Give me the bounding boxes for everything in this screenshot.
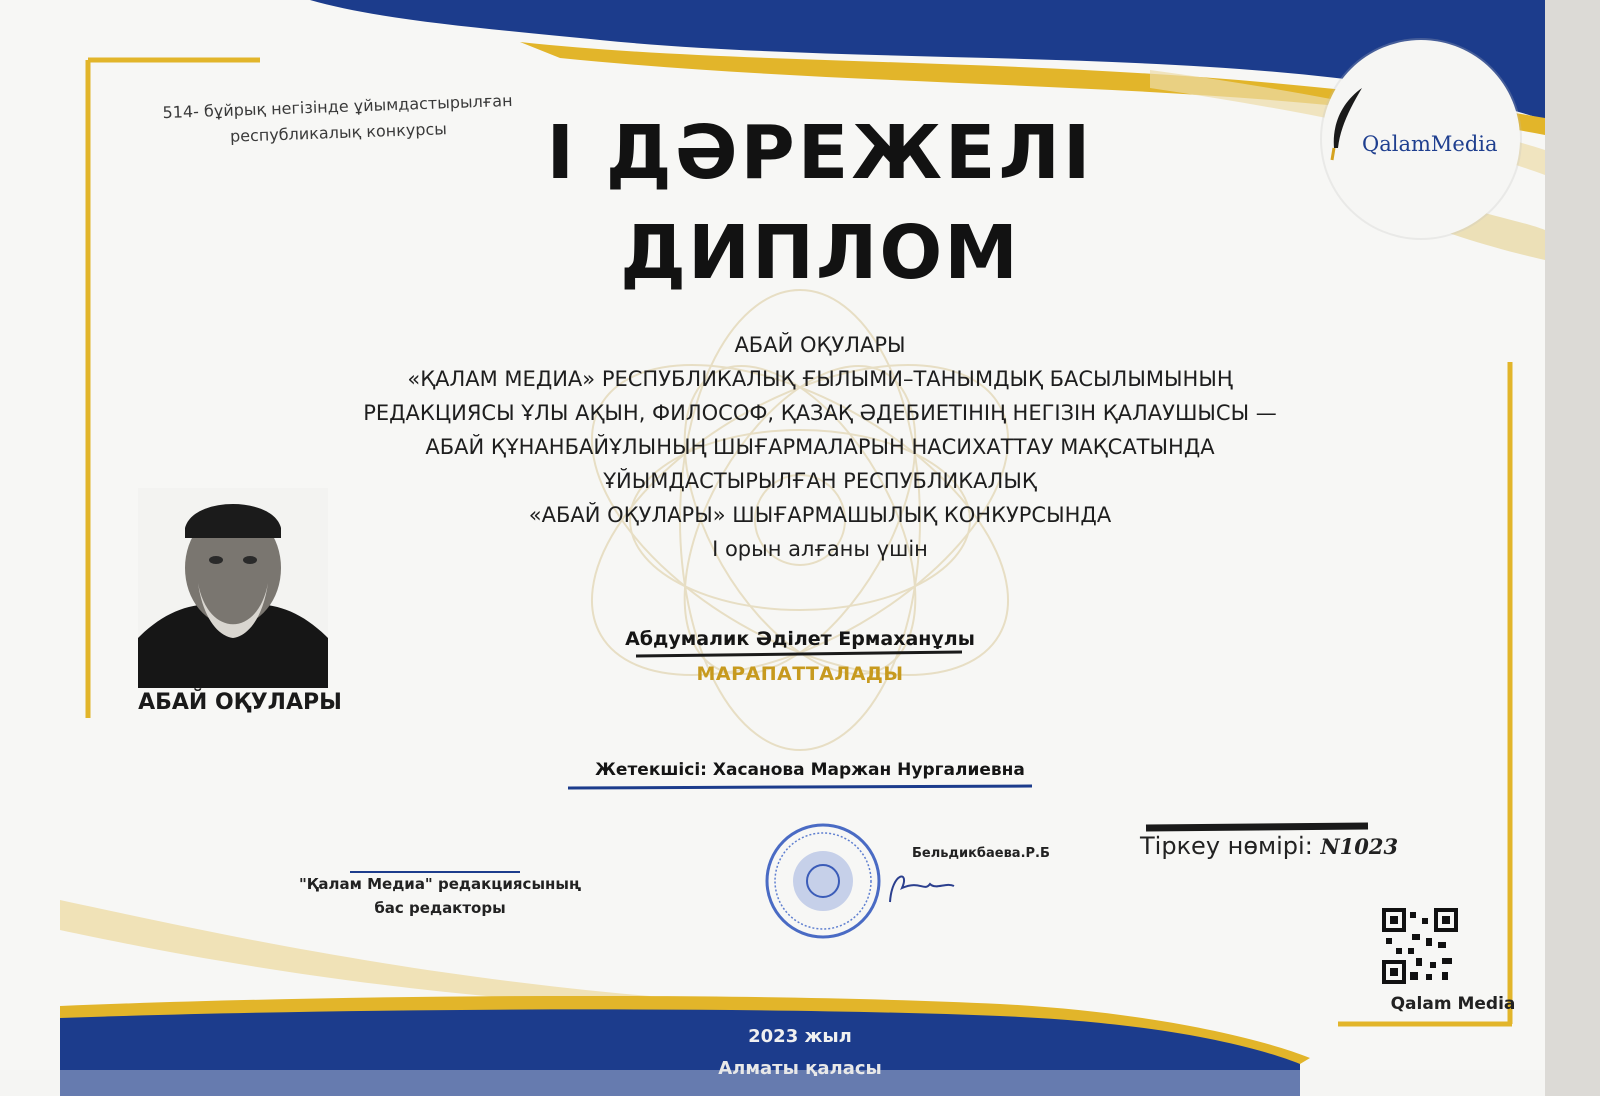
official-seal — [764, 822, 882, 940]
paper-edge — [1545, 0, 1600, 1096]
citation-line: АБАЙ ҚҰНАНБАЙҰЛЫНЫҢ ШЫҒАРМАЛАРЫН НАСИХАТТАУ МАҚСАТЫНДА — [425, 435, 1215, 459]
awarded-label: МАРАПАТТАЛАДЫ — [696, 663, 904, 685]
registration-number — [1140, 832, 1398, 860]
qr-code — [1382, 908, 1458, 984]
citation-text — [270, 328, 1370, 566]
footer-year: 2023 жыл — [748, 1026, 852, 1047]
editor-line-2: бас редакторы — [374, 899, 506, 917]
qr-label: Qalam Media — [1390, 994, 1516, 1014]
citation-line: І орын алғаны үшін — [712, 537, 928, 561]
citation-line: «ҚАЛАМ МЕДИА» РЕСПУБЛИКАЛЫҚ ҒЫЛЫМИ–ТАНЫМДЫҚ БАСЫЛЫМЫНЫҢ — [407, 367, 1233, 391]
editor-line-1: "Қалам Медиа" редакциясының — [298, 875, 582, 893]
recipient-name: Абдумалик Әділет Ермаханұлы — [625, 628, 975, 650]
abai-portrait — [138, 488, 328, 688]
registration-value: N1023 — [1320, 834, 1399, 859]
citation-line: РЕДАКЦИЯСЫ ҰЛЫ АҚЫН, ФИЛОСОФ, ҚАЗАҚ ӘДЕБИЕТІНІҢ НЕГІЗІН ҚАЛАУШЫСЫ — — [363, 401, 1277, 425]
chief-editor-title — [270, 872, 610, 920]
issuer-line-1: 514- бұйрық негізінде ұйымдастырылған — [162, 90, 513, 123]
registration-label: Тіркеу нөмірі: — [1140, 832, 1313, 860]
portrait-caption: АБАЙ ОҚУЛАРЫ — [138, 690, 342, 715]
supervisor-line: Жетекшісі: Хасанова Маржан Нургалиевна — [595, 760, 1025, 780]
issuer-line-2: республикалық конкурсы — [229, 119, 448, 146]
signer-name: Бельдикбаева.Р.Б — [912, 846, 1050, 861]
citation-line: ҰЙЫМДАСТЫРЫЛҒАН РЕСПУБЛИКАЛЫҚ — [603, 469, 1037, 493]
signature — [880, 862, 960, 912]
citation-line: АБАЙ ОҚУЛАРЫ — [734, 333, 906, 357]
diploma-title: ДИПЛОМ — [620, 210, 1020, 296]
degree-title: І ДӘРЕЖЕЛІ — [546, 110, 1094, 196]
footer-city: Алматы қаласы — [718, 1058, 882, 1076]
citation-line: «АБАЙ ОҚУЛАРЫ» ШЫҒАРМАШЫЛЫҚ КОНКУРСЫНДА — [528, 503, 1112, 527]
logo-wordmark: QalamMedia — [1362, 132, 1498, 156]
